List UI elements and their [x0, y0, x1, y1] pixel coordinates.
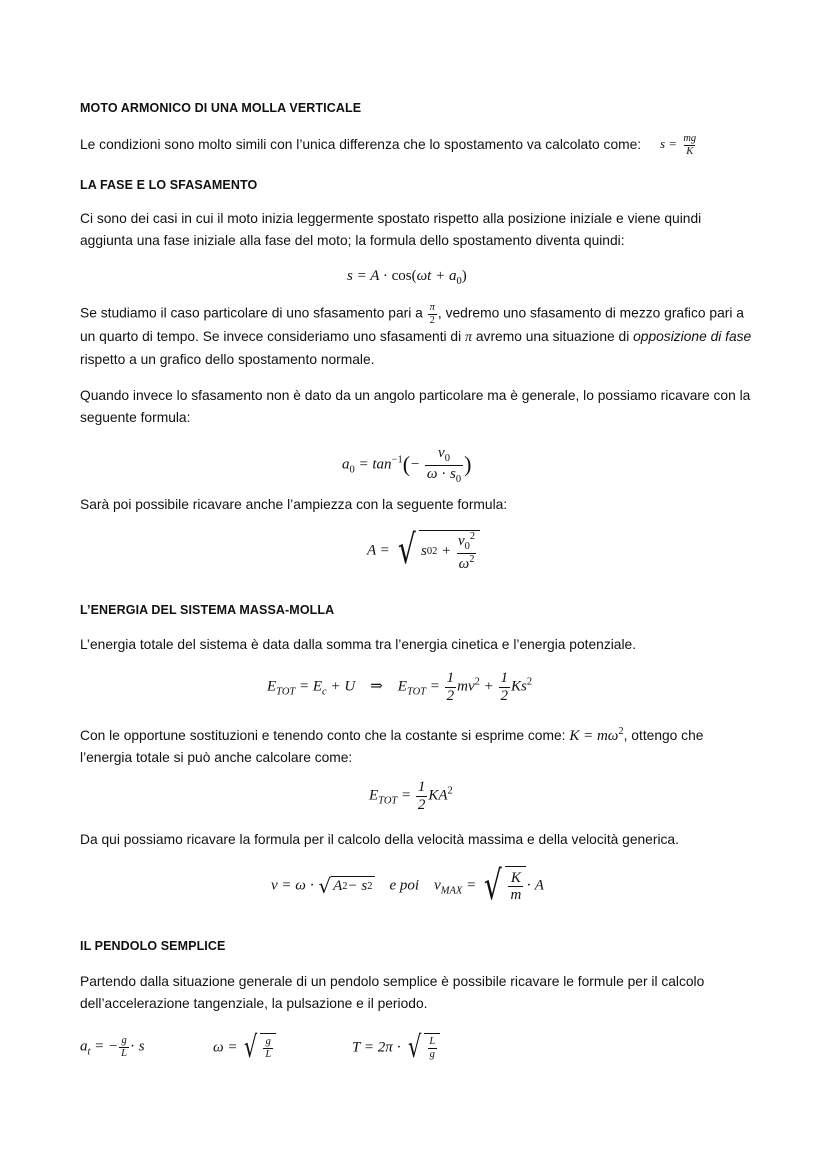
formula-accelerazione-tangenziale: $a_t$ = − $\frac{g}{L}$ · s — [80, 1035, 145, 1059]
paragraph-condizioni-text: Le condizioni sono molto simili con l’unica differenza che lo spostamento va calcolato come: — [80, 137, 642, 152]
formula-costante-k: $K = m\omega^2$ — [569, 726, 624, 744]
formula-velocita: v = ω · √ A 2 − s 2 e poi $v_{MAX}$ = √ $\frac{K}{m}$ · A — [271, 863, 544, 909]
paragraph-sfasamento-text-3: avremo una situazione di — [475, 329, 630, 345]
paragraph-sfasamento-generale: Quando invece lo sfasamento non è dato da un angolo particolare ma è generale, lo possiamo ricavare con la seguente formula: — [80, 388, 751, 425]
paragraph-sostituzioni-text-1: Con le opportune sostituzioni e tenendo conto che la costante si esprime come: — [80, 728, 566, 743]
heading-moto-armonico: MOTO ARMONICO DI UNA MOLLA VERTICALE — [80, 101, 362, 115]
paragraph-sfasamento — [80, 302, 752, 371]
paragraph-pendolo: Partendo dalla situazione generale di un pendolo semplice è possibile ricavare le formule per il calcolo dell’accelerazione tangenziale, la pulsazione e il periodo. — [80, 974, 705, 1011]
paragraph-sfasamento-text-4: rispetto a un grafico dello spostamento normale. — [80, 352, 375, 368]
paragraph-fase: Ci sono dei casi in cui il moto inizia leggermente spostato rispetto alla posizione iniziale e viene quindi aggiunta una fase iniziale alla fase del moto; la formula dello spostamento diventa quindi: — [80, 211, 702, 248]
paragraph-sfasamento-text-1: Se studiamo il caso particolare di uno sfasamento pari a — [80, 305, 423, 321]
formula-energia-ka: $E_{TOT}$ = $\frac{1}{2}$ $KA^2$ — [369, 779, 453, 813]
formula-fase-iniziale: $a_0 = \tan^{-1}(-$ $\frac{v_0}{\omega \cdot s_0}$ ) — [342, 445, 472, 485]
formula-pulsazione: ω = √ $\frac{g}{L}$ — [213, 1033, 276, 1063]
paragraph-sostituzioni — [80, 721, 752, 769]
paragraph-sostituzioni-text-2: , ottengo che l’energia totale si può anche calcolare come: — [80, 728, 704, 765]
paragraph-ampiezza: Sarà poi possibile ricavare anche l’ampiezza con la seguente formula: — [80, 497, 508, 512]
paragraph-energia-totale: L’energia totale del sistema è data dalla somma tra l’energia cinetica e l’energia potenziale. — [80, 637, 637, 652]
paragraph-sfasamento-text-2: , vedremo uno sfasamento di mezzo grafico pari a un quarto di tempo. Se invece consideriamo uno sfasamenti di — [80, 305, 744, 345]
heading-pendolo: IL PENDOLO SEMPLICE — [80, 939, 226, 953]
formula-periodo: T = 2π · √ $\frac{L}{g}$ — [352, 1033, 440, 1063]
pi-symbol: π — [465, 330, 473, 346]
formula-spostamento-molla: s = $\frac{mg}{K}$ — [660, 133, 697, 157]
paragraph-condizioni — [80, 134, 752, 156]
opposizione-di-fase-term: opposizione di fase — [633, 329, 752, 345]
formula-connector: e poi — [389, 877, 420, 894]
pi-over-two: $\frac{\pi}{2}$ — [429, 302, 435, 326]
formula-ampiezza: A = √ s 0 2 + $\frac{v_0^2}{\omega^2}$ — [367, 530, 480, 572]
formula-energia-totale: $E_{TOT} = E_c + U$ ⇒ $E_{TOT}$ = $\frac{1}{2}$ $mv^2$ + $\frac{1}{2}$ Ks$^2$ — [267, 670, 533, 704]
paragraph-velocita: Da qui possiamo ricavare la formula per il calcolo della velocità massima e della velocità generica. — [80, 832, 679, 847]
heading-energia: L’ENERGIA DEL SISTEMA MASSA-MOLLA — [80, 603, 335, 617]
formula-spostamento-fase: $s = A \cdot \cos(\omega t + a_0)$ — [347, 268, 467, 287]
heading-fase-sfasamento: LA FASE E LO SFASAMENTO — [80, 178, 258, 192]
